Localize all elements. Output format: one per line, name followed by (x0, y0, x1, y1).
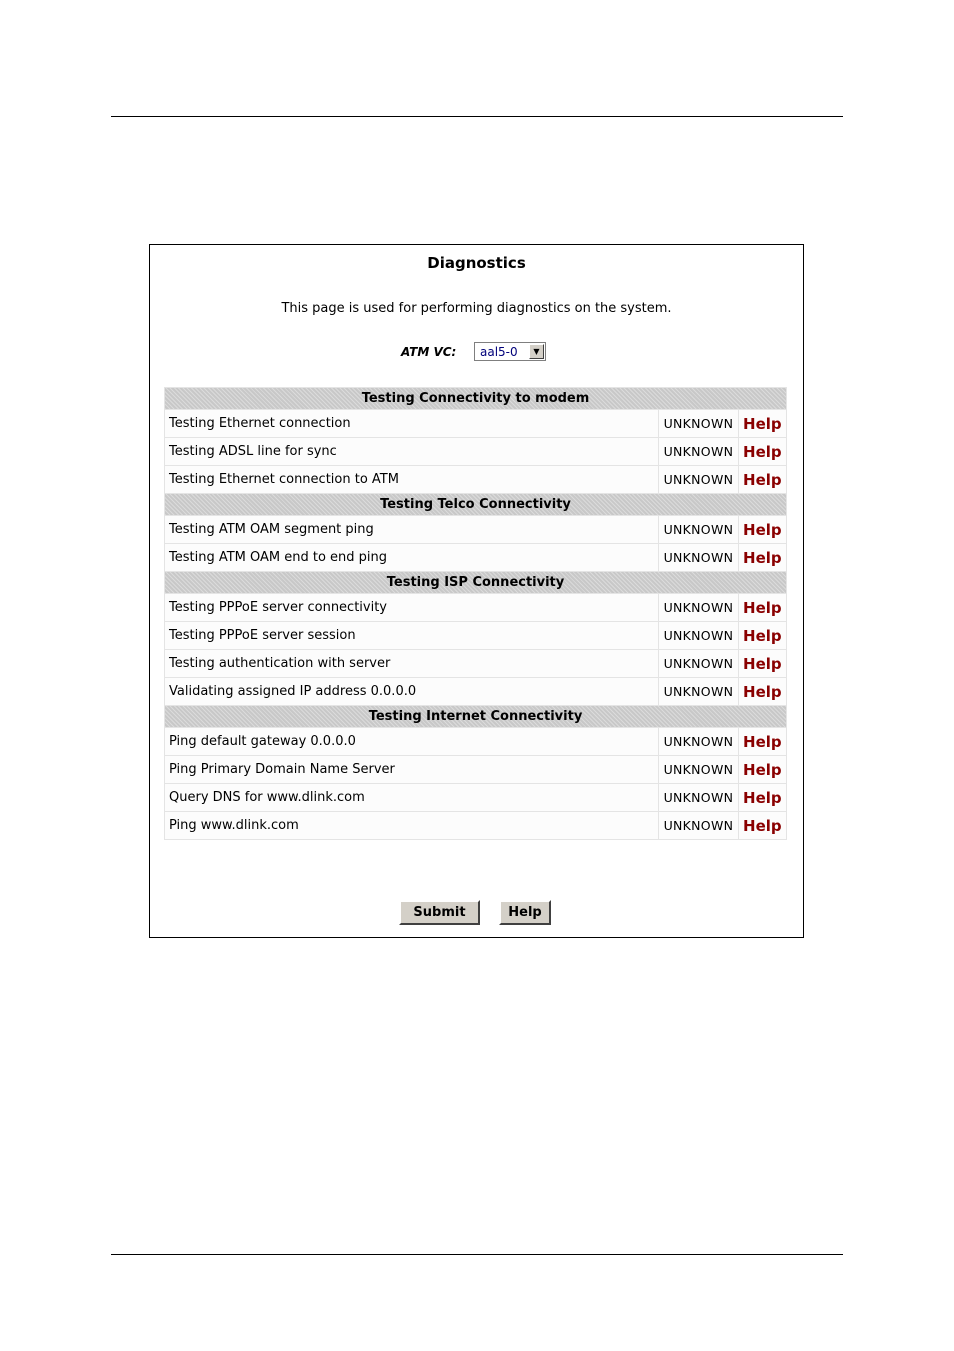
footer-divider (111, 1254, 843, 1255)
diagnostics-table (164, 387, 787, 840)
table-row (165, 544, 786, 571)
atm-vc-select[interactable] (474, 342, 546, 361)
help-cell (739, 650, 786, 677)
section-header (165, 706, 786, 727)
help-link[interactable]: Help (743, 732, 782, 751)
help-link[interactable]: Help (743, 788, 782, 807)
section-header (165, 572, 786, 593)
help-cell (739, 516, 786, 543)
table-row (165, 466, 786, 493)
section-header-label: Testing Telco Connectivity (165, 494, 786, 515)
help-link[interactable]: Help (743, 414, 782, 433)
test-status: UNKNOWN (659, 812, 738, 839)
test-status: UNKNOWN (659, 594, 738, 621)
table-row (165, 678, 786, 705)
help-cell (739, 756, 786, 783)
help-link[interactable]: Help (743, 548, 782, 567)
help-link[interactable]: Help (743, 816, 782, 835)
help-cell (739, 728, 786, 755)
help-link[interactable]: Help (743, 760, 782, 779)
test-status: UNKNOWN (659, 756, 738, 783)
help-cell (739, 622, 786, 649)
help-link[interactable]: Help (743, 470, 782, 489)
table-row (165, 410, 786, 437)
help-link[interactable]: Help (743, 626, 782, 645)
table-row (165, 622, 786, 649)
test-status: UNKNOWN (659, 410, 738, 437)
table-row (165, 594, 786, 621)
page-title: Diagnostics (427, 254, 526, 272)
test-status: UNKNOWN (659, 466, 738, 493)
help-link[interactable]: Help (743, 442, 782, 461)
section-header (165, 388, 786, 409)
test-status: UNKNOWN (659, 544, 738, 571)
table-row (165, 516, 786, 543)
help-link[interactable]: Help (743, 654, 782, 673)
section-header (165, 494, 786, 515)
help-link[interactable]: Help (743, 520, 782, 539)
atm-vc-selected-value: aal5-0 (480, 345, 518, 359)
table-row (165, 812, 786, 839)
test-name: Testing Ethernet connection (165, 410, 658, 437)
test-name: Ping default gateway 0.0.0.0 (165, 728, 658, 755)
test-name: Testing PPPoE server connectivity (165, 594, 658, 621)
section-header-label: Testing ISP Connectivity (165, 572, 786, 593)
test-status: UNKNOWN (659, 650, 738, 677)
diagnostics-panel (149, 244, 804, 938)
table-row (165, 756, 786, 783)
help-button[interactable]: Help (499, 900, 551, 925)
help-cell (739, 438, 786, 465)
atm-vc-label: ATM VC: (401, 345, 457, 359)
test-status: UNKNOWN (659, 678, 738, 705)
test-name: Query DNS for www.dlink.com (165, 784, 658, 811)
test-status: UNKNOWN (659, 728, 738, 755)
help-cell (739, 678, 786, 705)
test-name: Testing ATM OAM end to end ping (165, 544, 658, 571)
test-name: Ping Primary Domain Name Server (165, 756, 658, 783)
test-status: UNKNOWN (659, 784, 738, 811)
page-description: This page is used for performing diagnostics on the system. (281, 301, 672, 316)
atm-vc-row (150, 342, 803, 364)
test-name: Validating assigned IP address 0.0.0.0 (165, 678, 658, 705)
help-cell (739, 594, 786, 621)
test-name: Testing Ethernet connection to ATM (165, 466, 658, 493)
test-name: Testing PPPoE server session (165, 622, 658, 649)
help-link[interactable]: Help (743, 598, 782, 617)
test-name: Testing ADSL line for sync (165, 438, 658, 465)
chevron-down-icon[interactable]: ▼ (529, 344, 544, 359)
test-status: UNKNOWN (659, 438, 738, 465)
test-name: Testing ATM OAM segment ping (165, 516, 658, 543)
help-cell (739, 466, 786, 493)
help-cell (739, 544, 786, 571)
help-link[interactable]: Help (743, 682, 782, 701)
test-name: Ping www.dlink.com (165, 812, 658, 839)
table-row (165, 650, 786, 677)
section-header-label: Testing Connectivity to modem (165, 388, 786, 409)
test-name: Testing authentication with server (165, 650, 658, 677)
help-cell (739, 410, 786, 437)
table-row (165, 728, 786, 755)
test-status: UNKNOWN (659, 516, 738, 543)
table-row (165, 784, 786, 811)
help-cell (739, 812, 786, 839)
table-row (165, 438, 786, 465)
submit-button[interactable]: Submit (399, 900, 480, 925)
help-cell (739, 784, 786, 811)
section-header-label: Testing Internet Connectivity (165, 706, 786, 727)
test-status: UNKNOWN (659, 622, 738, 649)
header-divider (111, 116, 843, 117)
